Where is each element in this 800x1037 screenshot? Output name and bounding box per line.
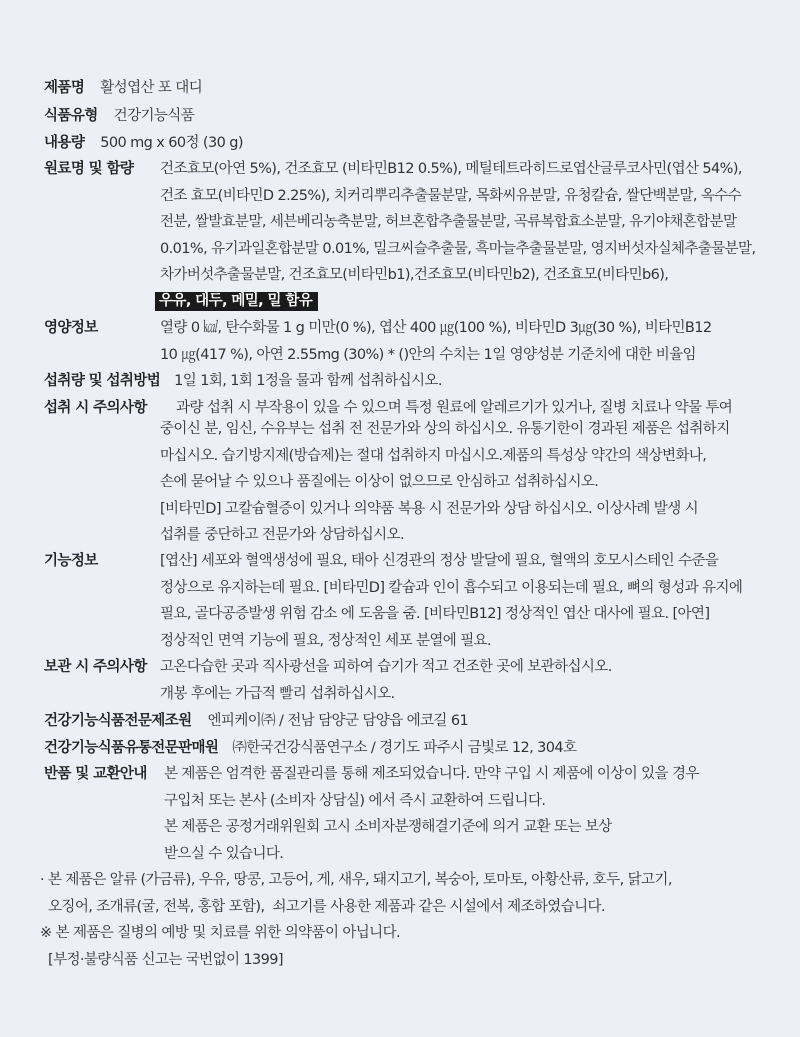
dosage-value: 1일 1회, 1회 1정을 물과 함께 섭취하십시오. (174, 373, 442, 389)
product-name-row (44, 76, 202, 97)
nutrition-label: 영양정보 (44, 320, 98, 336)
storage-line: 고온다습한 곳과 직사광선을 피하여 습기가 적고 건조한 곳에 보관하십시오. (160, 659, 612, 675)
allergen-facility-note-cont: 오징어, 조개류(굴, 전복, 홍합 포함), 쇠고기를 사용한 제품과 같은 시설에서 제조하였습니다. (40, 899, 605, 915)
precautions-line: 섭취를 중단하고 전문가와 상담하십시오. (160, 527, 404, 543)
manufacturer-row (44, 709, 468, 730)
function-info-line: 정상으로 유지하는데 필요. [비타민D] 칼슘과 인이 흡수되고 이용되는데 필요, 뼈의 형성과 유지에 (160, 580, 743, 596)
function-info-line: 정상적인 면역 기능에 필요, 정상적인 세포 분열에 필요. (160, 633, 492, 649)
not-medicine-note: ※ 본 제품은 질병의 예방 및 치료를 위한 의약품이 아닙니다. (40, 925, 401, 941)
food-type-label: 식품유형 (44, 108, 98, 124)
ingredients-line: 0.01%, 유기과일혼합분말 0.01%, 밀크씨슬추출물, 흑마늘추출물분말, 영지버섯자실체추출물분말, (160, 241, 756, 257)
nutrition-line: 열량 0 ㎉, 탄수화물 1 g 미만(0 %), 엽산 400 ㎍(100 %), 비타민D 3㎍(30 %), 비타민B12 (160, 320, 712, 336)
content-amount-label: 내용량 (44, 135, 85, 151)
precautions-line: 마십시오. 습기방지제(방습제)는 절대 섭취하지 마십시오.제품의 특성상 약간의 색상변화나, (160, 448, 707, 464)
ingredients-line: 건조 효모(비타민D 2.25%), 치커리뿌리추출물분말, 목화씨유분말, 유청칼슘, 쌀단백분말, 옥수수 (160, 188, 742, 204)
ingredients-label: 원료명 및 함량 (44, 161, 134, 177)
manufacturer-value: 엔피케이㈜ / 전남 담양군 담양읍 에코길 61 (207, 713, 469, 729)
nutrition-line: 10 ㎍(417 %), 아연 2.55mg (30%) * ()안의 수치는 1일 영양성분 기준치에 대한 비율임 (160, 347, 696, 363)
manufacturer-label: 건강기능식품전문제조원 (44, 713, 192, 729)
product-name-label: 제품명 (44, 80, 85, 96)
report-hotline-note: [부정·불량식품 신고는 국번없이 1399] (40, 952, 283, 968)
return-policy-line: 구입처 또는 본사 (소비자 상담실) 에서 즉시 교환하여 드립니다. (164, 793, 546, 809)
ingredients-line: 차가버섯추출물분말, 건조효모(비타민b1),건조효모(비타민b2), 건조효모(비타민b6), (160, 267, 669, 283)
allergen-notice (155, 289, 318, 310)
precautions-line: [비타민D] 고칼슘혈증이 있거나 의약품 복용 시 전문가와 상담 하십시오. 이상사례 발생 시 (160, 501, 699, 517)
return-policy-line: 본 제품은 엄격한 품질관리를 통해 제조되었습니다. 만약 구입 시 제품에 이상이 있을 경우 (164, 766, 699, 782)
function-info-line: [엽산] 세포와 혈액생성에 필요, 태아 신경관의 정상 발달에 필요, 혈액의 호모시스테인 수준을 (160, 553, 719, 569)
dosage-row (44, 369, 442, 390)
ingredients-line: 전분, 쌀발효분말, 세븐베리농축분말, 허브혼합추출물분말, 곡류복합효소분말, 유기야채혼합분말 (160, 214, 737, 230)
function-info-label: 기능정보 (44, 553, 98, 569)
storage-line: 개봉 후에는 가급적 빨리 섭취하십시오. (160, 686, 395, 702)
allergen-facility-note: · 본 제품은 알류 (가금류), 우유, 땅콩, 고등어, 게, 새우, 돼지고기, 복숭아, 토마토, 아황산류, 호두, 닭고기, (40, 872, 672, 888)
precautions-line: 과량 섭취 시 부작용이 있을 수 있으며 특정 원료에 알레르기가 있거나, 질병 치료나 약물 투여 (176, 400, 733, 416)
return-policy-label: 반품 및 교환안내 (44, 766, 147, 782)
precautions-line: 중이신 분, 임신, 수유부는 섭취 전 전문가와 상의 하십시오. 유통기한이 경과된 제품은 섭취하지 (160, 421, 730, 437)
storage-label: 보관 시 주의사항 (44, 659, 147, 675)
content-amount-value: 500 mg x 60정 (30 g) (100, 135, 243, 151)
content-amount-row (44, 131, 243, 152)
precautions-label: 섭취 시 주의사항 (44, 400, 147, 416)
precautions-line: 손에 묻어날 수 있으나 품질에는 이상이 없으므로 안심하고 섭취하십시오. (160, 474, 599, 490)
distributor-row (44, 736, 576, 757)
ingredients-line: 건조효모(아연 5%), 건조효모 (비타민B12 0.5%), 메틸테트라히드로엽산글루코사민(엽산 54%), (160, 161, 742, 177)
function-info-line: 필요, 골다공증발생 위험 감소 에 도움을 줌. [비타민B12] 정상적인 엽산 대사에 필요. [아연] (160, 606, 710, 622)
distributor-label: 건강기능식품유통전문판매원 (44, 740, 219, 756)
return-policy-line: 본 제품은 공정거래위원회 고시 소비자분쟁해결기준에 의거 교환 또는 보상 (164, 819, 612, 835)
allergen-badge: 우유, 대두, 메밀, 밀 함유 (155, 292, 318, 311)
return-policy-line: 받으실 수 있습니다. (164, 846, 284, 862)
product-name-value: 활성엽산 포 대디 (100, 80, 203, 96)
food-type-row (44, 104, 194, 125)
food-type-value: 건강기능식품 (113, 108, 195, 124)
distributor-value: ㈜한국건강식품연구소 / 경기도 파주시 금빛로 12, 304호 (232, 740, 577, 756)
dosage-label: 섭취량 및 섭취방법 (44, 373, 161, 389)
